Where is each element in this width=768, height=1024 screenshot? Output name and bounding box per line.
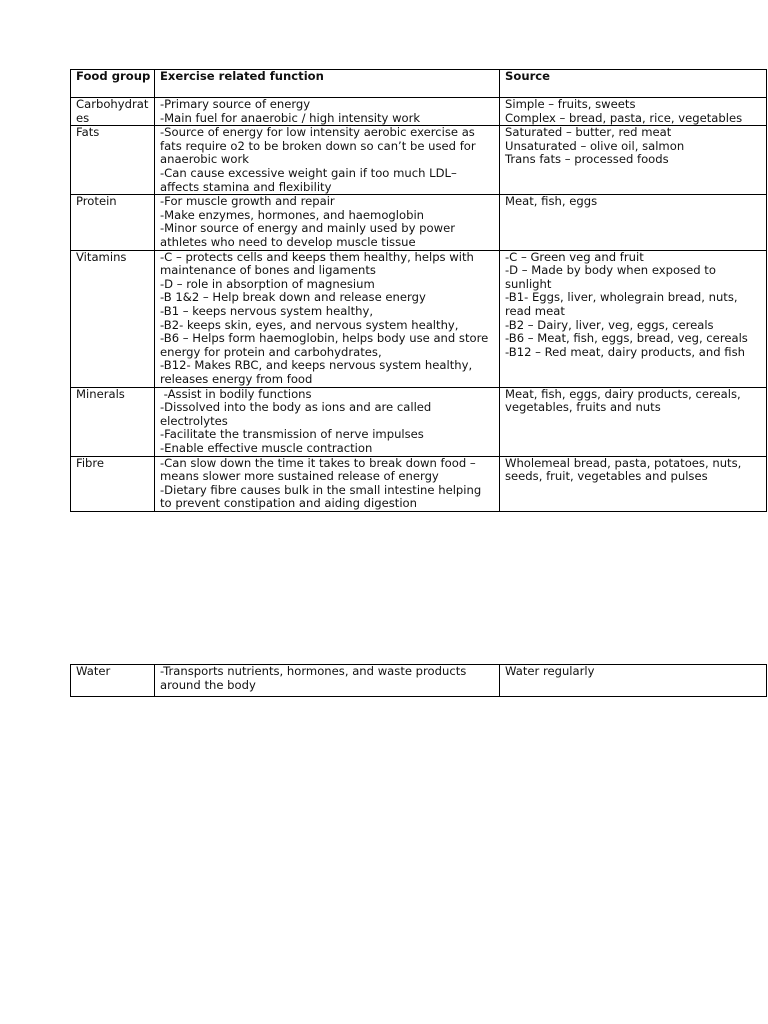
cell-source: -C – Green veg and fruit -D – Made by body when exposed to sunlight -B1- Eggs, liver, wholegrain bread, nuts, read meat -B2 – Dairy, liver, veg, eggs, cereals -B6 – Meat, fish, eggs, bread, veg, cereals -B12 – Red meat, dairy products, and fish xyxy=(500,250,767,387)
cell-food-group: Fats xyxy=(71,126,155,195)
table-row xyxy=(71,195,767,250)
cell-function: -For muscle growth and repair -Make enzymes, hormones, and haemoglobin -Minor source of energy and mainly used by power athletes who need to develop muscle tissue xyxy=(155,195,500,250)
table-row xyxy=(71,98,767,126)
cell-food-group: Carbohydrates xyxy=(71,98,155,126)
cell-food-group: Protein xyxy=(71,195,155,250)
cell-function: -C – protects cells and keeps them healthy, helps with maintenance of bones and ligaments -D – role in absorption of magnesium -B 1&2 – Help break down and release energy -B1 – keeps nervous system healthy, -B2- keeps skin, eyes, and nervous system healthy, -B6 – Helps form haemoglobin, helps body use and store energy for protein and carbohydrates, -B12- Makes RBC, and keeps nervous system healthy, releases energy from food xyxy=(155,250,500,387)
cell-function: -Transports nutrients, hormones, and waste products around the body xyxy=(155,665,500,697)
water-table xyxy=(70,664,767,697)
cell-source: Water regularly xyxy=(500,665,767,697)
cell-function: -Primary source of energy -Main fuel for anaerobic / high intensity work xyxy=(155,98,500,126)
cell-source: Meat, fish, eggs xyxy=(500,195,767,250)
cell-function: -Can slow down the time it takes to break down food – means slower more sustained release of energy -Dietary fibre causes bulk in the small intestine helping to prevent constipation and aiding digestion xyxy=(155,456,500,511)
header-exercise-function: Exercise related function xyxy=(155,70,500,98)
cell-food-group: Minerals xyxy=(71,387,155,456)
cell-source: Meat, fish, eggs, dairy products, cereals, vegetables, fruits and nuts xyxy=(500,387,767,456)
table-row xyxy=(71,387,767,456)
cell-food-group: Water xyxy=(71,665,155,697)
header-food-group: Food group xyxy=(71,70,155,98)
table-row xyxy=(71,456,767,511)
cell-source: Simple – fruits, sweets Complex – bread, pasta, rice, vegetables xyxy=(500,98,767,126)
table-header-row xyxy=(71,70,767,98)
cell-function: -Assist in bodily functions -Dissolved into the body as ions and are called electrolytes -Facilitate the transmission of nerve impulses -Enable effective muscle contraction xyxy=(155,387,500,456)
cell-source: Saturated – butter, red meat Unsaturated – olive oil, salmon Trans fats – processed foods xyxy=(500,126,767,195)
nutrition-table xyxy=(70,69,767,512)
table-row xyxy=(71,665,767,697)
header-source: Source xyxy=(500,70,767,98)
cell-food-group: Vitamins xyxy=(71,250,155,387)
cell-function: -Source of energy for low intensity aerobic exercise as fats require o2 to be broken down so can’t be used for anaerobic work -Can cause excessive weight gain if too much LDL– affects stamina and flexibility xyxy=(155,126,500,195)
cell-food-group: Fibre xyxy=(71,456,155,511)
table-row xyxy=(71,250,767,387)
table-row xyxy=(71,126,767,195)
cell-source: Wholemeal bread, pasta, potatoes, nuts, seeds, fruit, vegetables and pulses xyxy=(500,456,767,511)
